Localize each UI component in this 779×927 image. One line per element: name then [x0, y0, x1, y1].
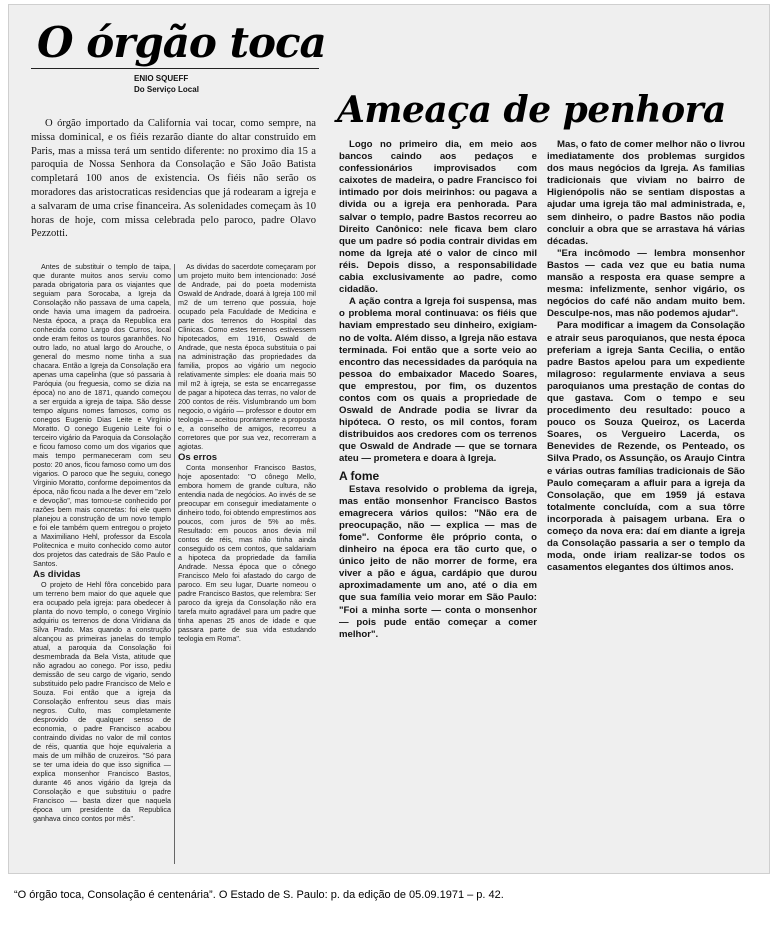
- subhead-a-fome: A fome: [339, 468, 380, 483]
- col1-paragraph-2: O projeto de Hehl fôra concebido para um terreno bem maior do que aquele que era ocupado pela igreja: para obedecer à planta do novo templo, o conego Virgínio adquiriu os terrenos de dona Viridiana da Silva Prado. Mas quando a construção alcançou as primeiras janelas do templo atual, a paroquia da Consolação foi desmembrada da Bela Vista, atitude que não agradou ao conego. Por isso, pediu demissão de seu cargo de vigario, sendo substituido pelo padre Francisco de Melo e Souza. Foi então que a igreja da Consolação enfrentou seus dias mais negros. Culto, mas completamente desprovido de qualquer senso de economia, o padre Francisco acabou contraindo dividas no valor de mil contos de réis, quantia que hoje equivaleria a mais de um milhão de cruzeiros. "Só para se ter uma ideia do que isso significa — explica monsenhor Francisco Bastos, durante 46 anos vigário da Igreja da Consolação e que substituiu o padre Francisco — basta dizer que naquela época um presidente da Republica ganhava cinco contos por mês".: [33, 580, 171, 823]
- right-paragraph-4: Mas, o fato de comer melhor não o livrou imediatamente dos problemas surgidos dos maus negócios da Igreja. As familias tradicionais que viviam no bairro de Higienópolis não se sentiam dispostas a ajudar uma igreja tão mal administrada, e, sem dinheiro, o padre Bastos não podia concluir a obra que se arrastava há várias décadas.: [547, 139, 745, 247]
- left-column-2: [178, 262, 316, 870]
- byline: [134, 73, 199, 95]
- right-column-2: [547, 139, 745, 787]
- newspaper-clipping: [8, 4, 770, 874]
- subhead-as-dividas: As dividas: [33, 569, 81, 580]
- left-column-1: [33, 262, 171, 870]
- col1-paragraph-1: Antes de substituir o templo de taipa, que durante muitos anos serviu como parada obrigatoria para os viajantes que seguiam para Sorocaba, a Igreja da Consolação não passava de uma capela, onde havia uma imagem da padroeira. Nesta época, a praça da Republica era conhecida como Largo dos Curros, local onde eram feitos os touros garanhões. No outro lado, no atual largo do Arouche, o general do mesmo nome tinha a sua chacara. Então a Igreja da Consolação era apenas uma capelinha (que só passaria à Paróquia (ou freguesia, como se dizia na época) no ano de 1871, quando começou a ser erguida a igreja de taipa. São desse tempo alguns nomes famosos, como os conegos Eugenio Dias Leite e Virgínio Moratto. O conego Eugenio Leite foi o terceiro vigário da Paroquia da Consolação e ficou famoso como um dos vigarios que mais tempo permaneceram com seu posto: 20 anos, ficou famoso como um dos vigarios. O paroco que lhe seguiu, conego Virginio Moratto, conforme depoimentos da época, não ficou nada a lhe dever em "zelo e devoção", mas tornou-se conhecido por razões bem mais concretas: foi ele quem planejou a construção de um novo templo e foi ele também quem entregou o projeto a Maximiliano Hehl, professor da Escola Politecnica e muito conhecido como autor dos projetos das catedrais de São Paulo e Santos.: [33, 262, 171, 568]
- right-paragraph-1: Logo no primeiro dia, em meio aos bancos caindo aos pedaços e confessionários improvisados com caixotes de madeira, o padre Francisco foi intimado por dois meirinhos: ou pagava a divida ou a igreja era penhorada. Para salvar o templo, padre Bastos recorreu ao Direito Canônico: nele ficava bem claro que um padre só podia contrair dividas em nome da Igreja até o valor de cinco mil réis. Depois disso, a responsabilidade cabia exclusivamente ao padre, como cidadão.: [339, 139, 537, 296]
- right-paragraph-5: "Era incômodo — lembra monsenhor Bastos — cada vez que eu batia numa mansão a resposta era quase sempre a mesma: infelizmente, senhor vigário, os negócios do café não andam muito bem. Desculpe-nos, mas não podemos ajudar".: [547, 247, 745, 320]
- right-paragraph-3: Estava resolvido o problema da igreja, mas então monsenhor Francisco Bastos emagrecera vários quilos: "Não era de preocupação, não — explica — mas de fome". Conforme êle próprio conta, o dinheiro na época era tão curto que, o único jeito de não morrer de forme, era viver a pão e água, cardápio que durou aproximadamente um ano, até o dia em que sua família veio morar em São Paulo: "Foi a minha sorte — conta o monsenhor — pois pude então começar a comer melhor".: [339, 483, 537, 640]
- right-paragraph-2: A ação contra a Igreja foi suspensa, mas o problema moral continuava: os fiéis que haviam emprestado seu dinheiro, exigiam-no de volta. Além disso, a Igreja não estava terminada. Foi então que a sorte veio ao encontro das necessidades da paróquia na pessoa do embaixador Macedo Soares, que emprestou, por fim, os duzentos contos com os quais a propriedade de Oswald de Andrade podia se livrar da hipóteca. O resto, os mil contos, foram distribuidos aos credores com os terrenos que Oswald de Andrade — que se tornara ateu — prometera e doara à Igreja.: [339, 296, 537, 465]
- col2-paragraph-1: As dividas do sacerdote começaram por um projeto muito bem intencionado: José de Andrade, pai do poeta modernista Oswald de Andrade, doará à Igreja 100 mil m2 de um terreno que possuia, hoje ocupado pela Faculdade de Medicina e parte dos terrenos do Hospital das Clinicas. Como estes terrenos estivessem hipotecados, em 1916, Oswald de Andrade, que nesta época substituia o pai na administração das propriedades da familia, propos ao vigário um negocio relativamente simples: ele doaria mais 50 mil m2 à igreja, se esta se encarregasse de pagar a hipoteca das terras, no valor de 200 contos de réis. Vislumbrando um bom negocio, o vigário — professor e doutor em teologia — aceitou prontamente a proposta e, a conselho de amigos, recorreu a corretores que por sua vez, recorreram a agiotas.: [178, 262, 316, 451]
- col2-paragraph-2: Conta monsenhor Francisco Bastos, hoje aposentado: "O cônego Mello, embora homem de grande cultura, não entendia nada de negócios. Ao invés de se preocupar em conseguir imediatamente o dinheiro todo, foi obtendo emprestimos aos poucos, com juros de 5% ao mês. Resultado: em poucos anos devia mil contos de réis, mas não tinha ainda conseguido os cem contos, que saldariam a hipoteca da propriedade da familia Andrade. Nessa época que o cônego Francisco Melo foi afastado do cargo de paroco. Em seu lugar, Duarte nomeou o padre Francisco Bastos, que relembra: Ser paroco da igreja da Consolação não era tarefa muito agradável para um padre que tinha apenas 25 anos de idade e que passara parte de sua vida estudando teologia em Roma".: [178, 463, 316, 643]
- section-name: Do Serviço Local: [134, 85, 199, 94]
- right-column-1: [339, 139, 537, 787]
- author-name: ENIO SQUEFF: [134, 74, 189, 83]
- headline-rule: [31, 68, 319, 69]
- lead-paragraph: O órgão importado da California vai tocar, como sempre, na missa dominical, e os fiéis rezarão diante do altar construido em Paris, mas a missa terá um sentido diferente: no proximo dia 15 a paroquia de Nossa Senhora da Consolação e São João Batista completará 100 anos de existencia. Os fiéis não serão os moradores das aristocraticas residencias que já rodearam a igreja e a salvaram de uma crise financeira. As solenidades começam às 10 horas de hoje, com missa celebrada pelo paroco, padre Olavo Pezzotti.: [31, 118, 316, 240]
- column-divider: [174, 264, 175, 864]
- right-paragraph-6: Para modificar a imagem da Consolação e atrair seus paroquianos, que nesta época preferiam a igreja Santa Cecilia, o então padre Bastos apelou para um expediente milagroso: regularmente enviava a seus paroquianos uma prestação de contas do que gastava. Com o tempo e seu procedimento deu resultado: pouco a pouco os Souza Queiroz, os Lacerda Soares, os Vergueiro Lacerda, os Benevides de Rezende, os Penteado, os Silva Prado, os Assunção, os Araujo Cintra e várias outras famílias tradicionais de São Paulo começaram a afluir para a igreja da Consolação, que em 1959 já estava totalmente concluída, com a sua tôrre incorporada à paisagem urbana. Era o começo da nova era: daí em diante a igreja da Consolação passaria a ser o templo da moda, onde iriam realizar-se todos os casamentos elegantes dos últimos anos.: [547, 320, 745, 574]
- headline-left: O órgão toca: [37, 18, 326, 67]
- subhead-os-erros: Os erros: [178, 452, 218, 463]
- source-caption: “O órgão toca, Consolação é centenária”. O Estado de S. Paulo: p. da edição de 05.09.1971 – p. 42.: [14, 889, 504, 901]
- headline-right: Ameaça de penhora: [337, 89, 726, 131]
